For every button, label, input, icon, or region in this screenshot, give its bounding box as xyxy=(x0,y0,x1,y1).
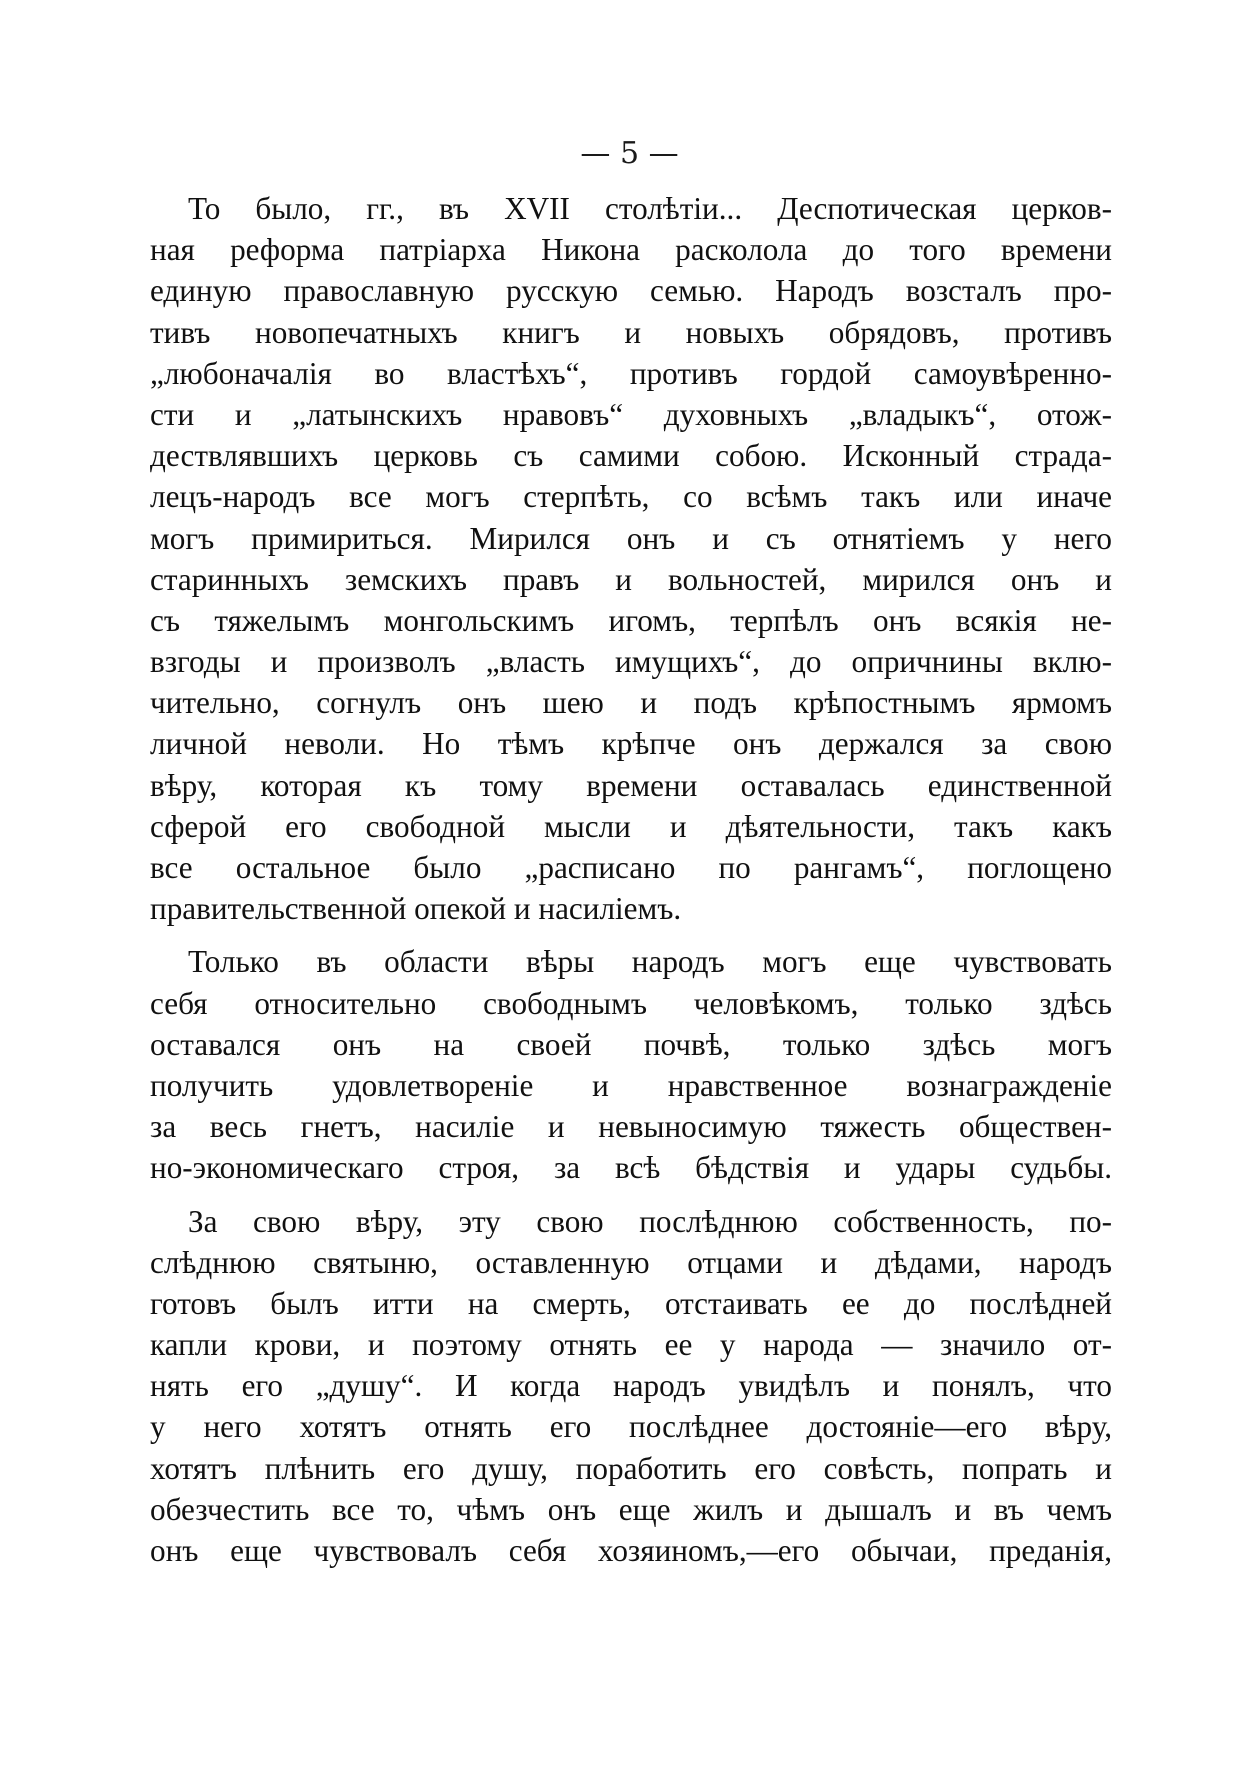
page-number: — 5 — xyxy=(580,136,679,171)
text-line: правительственной опекой и насиліемъ. xyxy=(150,891,682,927)
text-line: могъ примириться. Мирился онъ и съ отнятіемъ у него xyxy=(150,520,1112,556)
text-line: личной неволи. Но тѣмъ крѣпче онъ держался за свою xyxy=(150,726,1112,762)
text-line: нять его „душу“. И когда народъ увидѣлъ и понялъ, что xyxy=(150,1368,1112,1404)
text-line: сти и „латынскихъ нравовъ“ духовныхъ „владыкъ“, отож- xyxy=(150,396,1112,432)
paragraph-2 xyxy=(150,941,1112,1188)
text-line: сферой его свободной мысли и дѣятельности, такъ какъ xyxy=(150,808,1112,844)
text-line: себя относительно свободнымъ человѣкомъ, только здѣсь xyxy=(150,985,1112,1021)
text-line: но-экономическаго строя, за всѣ бѣдствія и удары судьбы. xyxy=(150,1150,1112,1186)
text-line: единую православную русскую семью. Народъ возсталъ про- xyxy=(150,273,1112,309)
text-line: капли крови, и поэтому отнять ее у народа — значило от- xyxy=(150,1327,1112,1363)
text-line: взгоды и произволъ „власть имущихъ“, до опричнины вклю- xyxy=(150,644,1112,680)
text-line: готовъ былъ итти на смерть, отстаивать ее до послѣдней xyxy=(150,1285,1112,1321)
text-line: вѣру, которая къ тому времени оставалась единственной xyxy=(150,767,1112,803)
body-text xyxy=(150,188,1112,1583)
paragraph-1 xyxy=(150,188,1112,929)
text-line: Только въ области вѣры народъ могъ еще чувствовать xyxy=(188,944,1112,980)
text-line: получить удовлетвореніе и нравственное вознагражденіе xyxy=(150,1067,1112,1103)
text-line: За свою вѣру, эту свою послѣднюю собственность, по- xyxy=(188,1203,1112,1239)
text-line: „любоначалія во властѣхъ“, противъ гордой самоувѣренно- xyxy=(150,355,1112,391)
text-line: дествлявшихъ церковь съ самими собою. Исконный страда- xyxy=(150,438,1112,474)
text-line: онъ еще чувствовалъ себя хозяиномъ,—его обычаи, преданія, xyxy=(150,1533,1112,1568)
paragraph-3 xyxy=(150,1201,1112,1572)
text-line: лецъ-народъ все могъ стерпѣть, со всѣмъ такъ или иначе xyxy=(150,479,1112,515)
text-line: оставался онъ на своей почвѣ, только здѣсь могъ xyxy=(150,1026,1112,1062)
text-line: тивъ новопечатныхъ книгъ и новыхъ обрядовъ, противъ xyxy=(150,314,1112,350)
text-line: ная реформа патріарха Никона расколола до того времени xyxy=(150,232,1112,268)
text-line: у него хотятъ отнять его послѣднее достояніе—его вѣру, xyxy=(150,1409,1112,1445)
text-line: То было, гг., въ XVII столѣтіи... Деспотическая церков- xyxy=(188,191,1112,226)
text-line: за весь гнетъ, насиліе и невыносимую тяжесть обществен- xyxy=(150,1109,1112,1145)
text-line: съ тяжелымъ монгольскимъ игомъ, терпѣлъ онъ всякія не- xyxy=(150,602,1112,638)
text-line: все остальное было „расписано по рангамъ“, поглощено xyxy=(150,850,1112,885)
text-line: обезчестить все то, чѣмъ онъ еще жилъ и дышалъ и въ чемъ xyxy=(150,1491,1112,1527)
text-line: старинныхъ земскихъ правъ и вольностей, мирился онъ и xyxy=(150,561,1112,597)
text-line: хотятъ плѣнить его душу, поработить его совѣсть, попрать и xyxy=(150,1450,1112,1486)
text-line: слѣднюю святыню, оставленную отцами и дѣдами, народъ xyxy=(150,1244,1112,1280)
text-line: чительно, согнулъ онъ шею и подъ крѣпостнымъ ярмомъ xyxy=(150,685,1112,721)
